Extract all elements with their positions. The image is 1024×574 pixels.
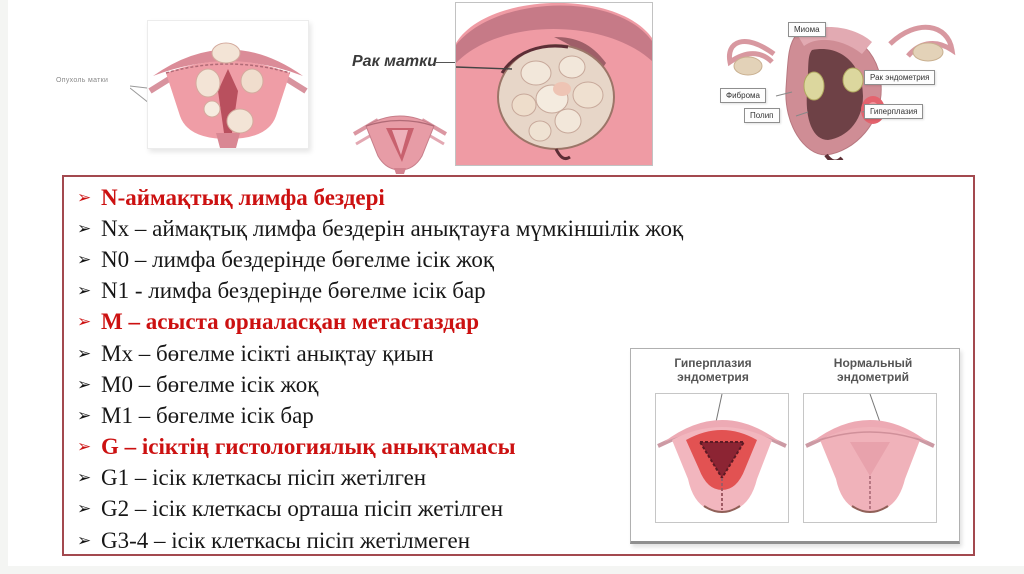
arrow-bullet-icon: ➢ (77, 437, 92, 458)
arrow-bullet-icon: ➢ (77, 343, 92, 364)
diagram-label-fibroma: Фиброма (720, 88, 766, 103)
uterus-fibroids-image (147, 20, 309, 149)
arrow-bullet-icon: ➢ (77, 499, 92, 520)
uterine-cancer-label: Рак матки (352, 53, 437, 70)
arrow-bullet-icon: ➢ (77, 530, 92, 551)
arrow-bullet-icon: ➢ (77, 281, 92, 302)
uterus-tumor-label: Опухоль матки (56, 77, 109, 84)
list-item-text: Mx – бөгелме ісікті анықтау қиын (101, 340, 434, 366)
list-item-text: G2 – ісік клеткасы орташа пісіп жетілген (101, 496, 504, 522)
small-uterus-illustration (352, 100, 448, 174)
uterus-fibroids-illustration (148, 21, 308, 148)
endometrium-comparison-image (630, 348, 960, 544)
list-item-text: G1 – ісік клеткасы пісіп жетілген (101, 465, 427, 491)
arrow-bullet-icon: ➢ (77, 468, 92, 489)
arrow-bullet-icon: ➢ (77, 374, 92, 395)
diagram-label-hyperplasia: Гиперплазия (864, 104, 923, 119)
page-edge-bottom (0, 566, 1024, 574)
arrow-bullet-icon: ➢ (77, 249, 92, 270)
diagram-label-myoma: Миома (788, 22, 826, 37)
list-item-text: N0 – лимфа бездерінде бөгелме ісік жоқ (101, 246, 495, 272)
hyperplasia-panel (655, 393, 789, 523)
list-item (64, 307, 973, 338)
arrow-bullet-icon: ➢ (77, 187, 92, 208)
normal-uterus-illustration (804, 394, 936, 522)
arrow-bullet-icon: ➢ (77, 312, 92, 333)
uterus-pathologies-diagram (712, 4, 962, 160)
list-item-text: G – ісіктің гистологиялық анықтамасы (101, 434, 516, 460)
diagram-label-polyp: Полип (744, 108, 780, 123)
normal-endometrium-panel (803, 393, 937, 523)
list-item (64, 244, 973, 275)
hyperplasia-title: Гиперплазия эндометрия (674, 356, 752, 384)
arrow-bullet-icon: ➢ (77, 405, 92, 426)
list-item-text: N-аймақтық лимфа бездері (101, 184, 385, 210)
arrow-bullet-icon: ➢ (77, 218, 92, 239)
list-item (64, 276, 973, 307)
list-item-text: M – асыста орналасқан метастаздар (101, 309, 480, 335)
list-item-text: G3-4 – ісік клеткасы пісіп жетілмеген (101, 527, 471, 553)
page-edge-left (0, 0, 8, 574)
uterine-cancer-image (455, 2, 653, 166)
list-item (64, 182, 973, 213)
list-item-text: Nx – аймақтық лимфа бездерін анықтауға мүмкіншілік жоқ (101, 215, 684, 241)
normal-endometrium-title: Нормальный эндометрий (833, 356, 913, 384)
hyperplasia-uterus-illustration (656, 394, 788, 522)
list-item-text: N1 - лимфа бездерінде бөгелме ісік бар (101, 278, 486, 304)
list-item-text: M1 – бөгелме ісік бар (101, 402, 314, 428)
list-item (64, 213, 973, 244)
uterine-cancer-illustration (456, 3, 652, 165)
list-item-text: M0 – бөгелме ісік жоқ (101, 371, 319, 397)
diagram-label-endometrial-cancer: Рак эндометрия (864, 70, 935, 85)
